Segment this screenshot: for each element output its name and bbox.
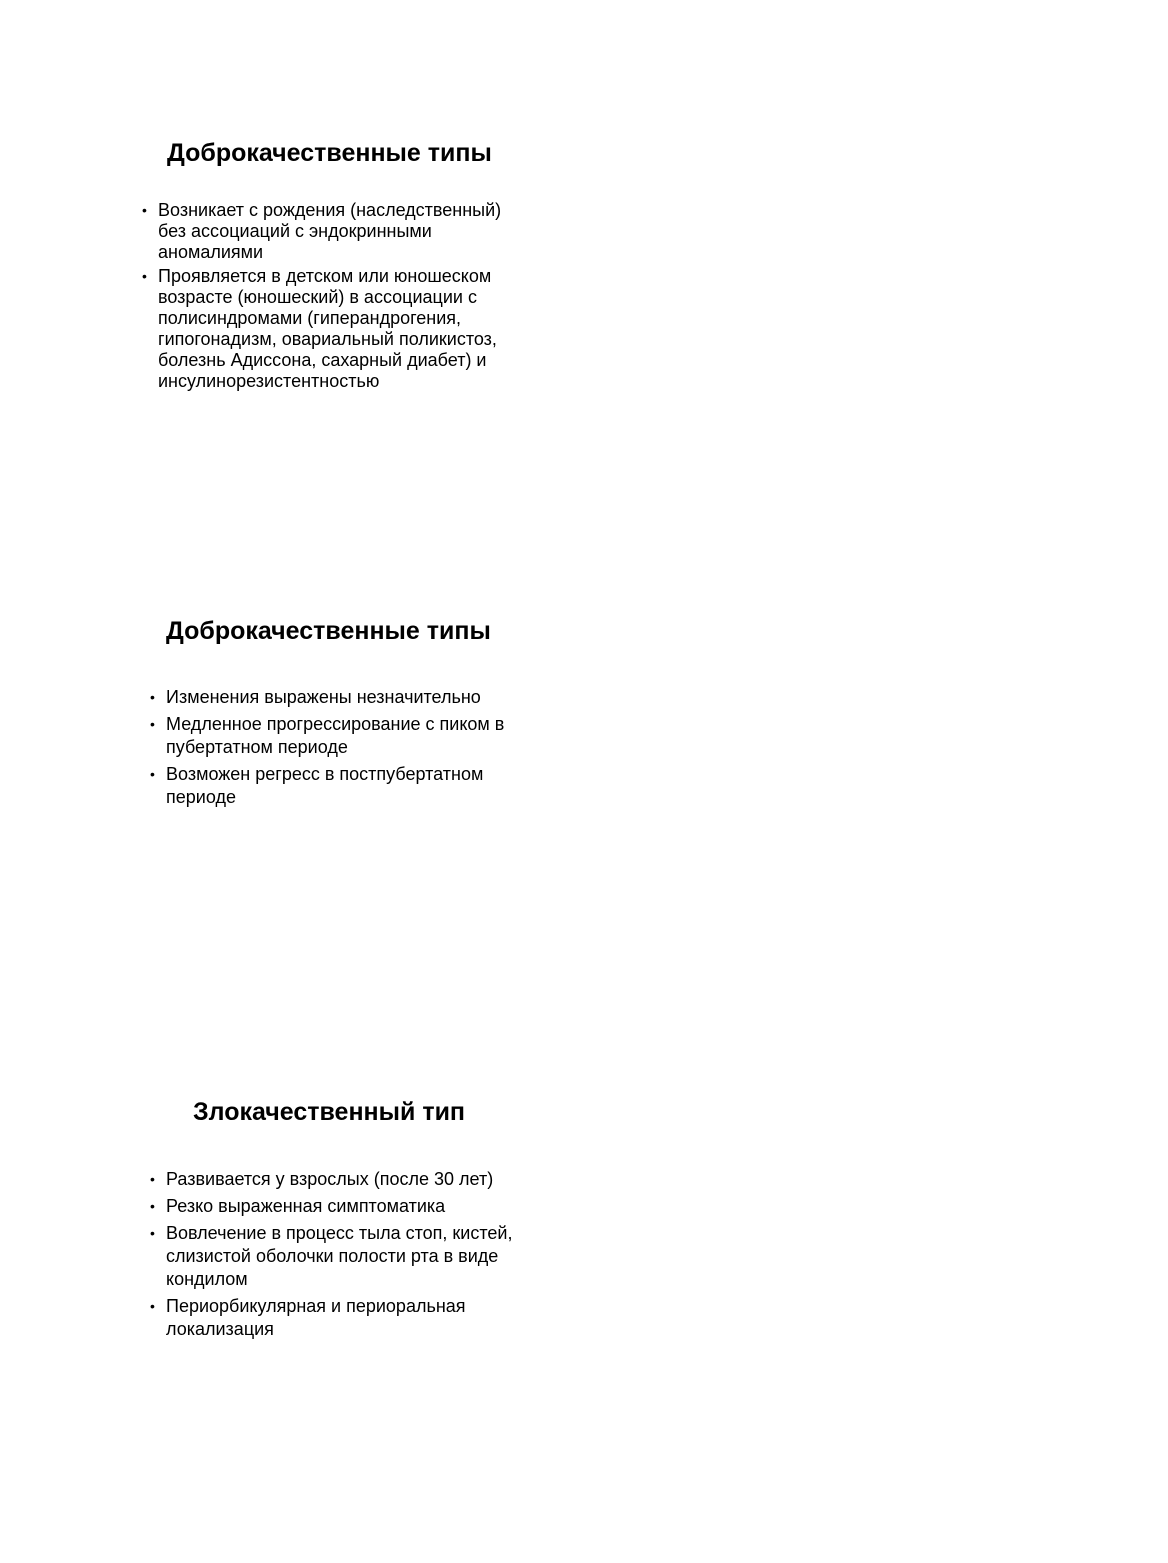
list-item [142, 266, 532, 392]
bullet-icon: • [142, 202, 147, 218]
list-item [150, 686, 540, 709]
list-item [150, 763, 540, 809]
slide-title: Злокачественный тип [193, 1098, 466, 1126]
bullet-icon: • [150, 689, 155, 705]
bullet-list [150, 1168, 540, 1345]
list-item-text: Развивается у взрослых (после 30 лет) [166, 1169, 494, 1189]
list-item-text: Периорбикулярная и периоральная локализация [166, 1296, 466, 1339]
list-item-text: Проявляется в детском или юношеском возрасте (юношеский) в ассоциации с полисиндромами (гиперандрогения, гипогонадизм, овариальный поликистоз, болезнь Адиссона, сахарный диабет) и инсулинорезистентностью [158, 266, 497, 391]
list-item-text: Резко выраженная симптоматика [166, 1196, 446, 1216]
list-item-text: Вовлечение в процесс тыла стоп, кистей, слизистой оболочки полости рта в виде кондилом [166, 1223, 513, 1289]
bullet-icon: • [150, 1198, 155, 1214]
list-item [150, 1168, 540, 1191]
bullet-icon: • [150, 1298, 155, 1314]
slide-title: Доброкачественные типы [167, 139, 492, 167]
list-item [150, 1195, 540, 1218]
list-item [150, 1295, 540, 1341]
bullet-list [150, 686, 540, 813]
slide-title: Доброкачественные типы [166, 617, 491, 645]
list-item [142, 200, 532, 263]
bullet-icon: • [150, 716, 155, 732]
list-item-text: Медленное прогрессирование с пиком в пубертатном периоде [166, 714, 505, 757]
list-item [150, 1222, 540, 1291]
bullet-icon: • [150, 766, 155, 782]
list-item-text: Возможен регресс в постпубертатном периоде [166, 764, 484, 807]
bullet-icon: • [150, 1171, 155, 1187]
bullet-icon: • [142, 268, 147, 284]
list-item [150, 713, 540, 759]
list-item-text: Возникает с рождения (наследственный) без ассоциаций с эндокринными аномалиями [158, 200, 502, 262]
bullet-list [142, 200, 532, 395]
bullet-icon: • [150, 1225, 155, 1241]
list-item-text: Изменения выражены незначительно [166, 687, 481, 707]
